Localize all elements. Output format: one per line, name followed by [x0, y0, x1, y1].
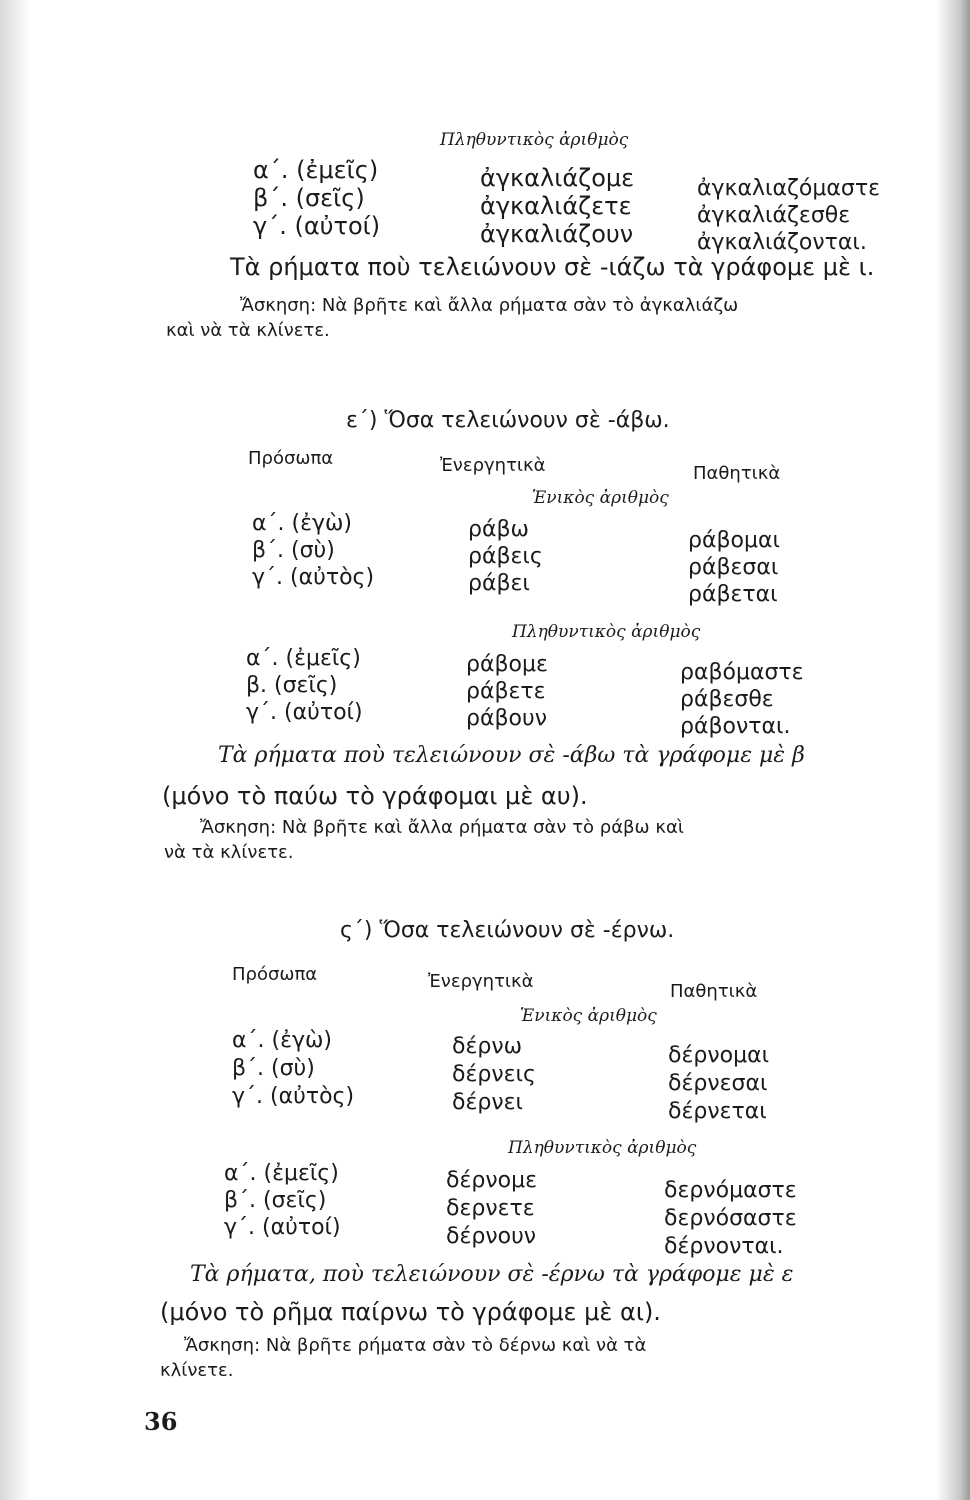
- section-title: ς΄) Ὅσα τελειώνουν σὲ -έρνω.: [340, 918, 675, 943]
- singular-heading: Ἑνικὸς ἀριθμὸς: [520, 1006, 657, 1026]
- passive-form: ράβεται: [688, 582, 778, 607]
- exercise-text: κλίνετε.: [160, 1360, 234, 1381]
- rule-text: (μόνο τὸ ρῆμα παίρνω τὸ γράφομε μὲ αι).: [160, 1298, 661, 1326]
- passive-form: δέρνεσαι: [668, 1071, 768, 1096]
- person-label: β΄. (σεῖς): [224, 1188, 327, 1213]
- column-header-persons: Πρόσωπα: [232, 964, 318, 985]
- person-label: α΄. (ἐγὼ): [252, 511, 352, 536]
- person-label: β. (σεῖς): [246, 673, 338, 698]
- person-label: α΄. (ἐμεῖς): [253, 156, 379, 184]
- passive-form: ἀγκαλιαζόμαστε: [697, 176, 880, 201]
- page-edge-shadow-right: [936, 0, 970, 1500]
- person-label: β΄. (σὺ): [252, 538, 335, 563]
- person-label: α΄. (ἐμεῖς): [224, 1161, 339, 1186]
- plural-heading: Πληθυντικὸς ἀριθμὸς: [508, 1138, 697, 1158]
- active-form: ἀγκαλιάζετε: [480, 192, 632, 220]
- column-header-active: Ἐνεργητικὰ: [440, 455, 546, 476]
- column-header-persons: Πρόσωπα: [248, 448, 334, 469]
- passive-form: δερνόσαστε: [664, 1206, 797, 1231]
- person-label: γ΄. (αὐτὸς): [252, 565, 375, 590]
- exercise-text: νὰ τὰ κλίνετε.: [164, 842, 294, 863]
- page-edge-shadow-left: [0, 0, 30, 1500]
- person-label: β΄. (σεῖς): [253, 184, 365, 212]
- passive-form: δέρνονται.: [664, 1234, 784, 1259]
- column-header-active: Ἐνεργητικὰ: [428, 971, 534, 992]
- plural-heading: Πληθυντικὸς ἀριθμὸς: [512, 622, 701, 642]
- passive-form: ραβόμαστε: [680, 660, 804, 685]
- passive-form: δέρνεται: [668, 1099, 767, 1124]
- active-form: δέρνεις: [452, 1062, 536, 1087]
- singular-heading: Ἑνικὸς ἀριθμὸς: [532, 488, 669, 508]
- passive-form: ράβεσαι: [688, 555, 779, 580]
- active-form: δερνετε: [446, 1196, 535, 1221]
- active-form: ἀγκαλιάζουν: [480, 220, 634, 248]
- rule-text: Τὰ ρήματα, ποὺ τελειώνουν σὲ -έρνω τὰ γράφομε μὲ ε: [190, 1262, 794, 1287]
- exercise-text: καὶ νὰ τὰ κλίνετε.: [166, 320, 330, 341]
- plural-heading: Πληθυντικὸς ἀριθμὸς: [440, 130, 629, 150]
- rule-text: Τὰ ρήματα ποὺ τελειώνουν σὲ -άβω τὰ γράφομε μὲ β: [218, 743, 805, 768]
- person-label: α΄. (ἐγὼ): [232, 1028, 332, 1053]
- exercise-text: Ἄσκηση: Νὰ βρῆτε ρήματα σὰν τὸ δέρνω καὶ νὰ τὰ: [184, 1335, 647, 1356]
- passive-form: ἀγκαλιάζεσθε: [697, 203, 851, 228]
- column-header-passive: Παθητικὰ: [693, 463, 781, 484]
- active-form: ἀγκαλιάζομε: [480, 164, 635, 192]
- person-label: γ΄. (αὐτοί): [224, 1215, 341, 1240]
- passive-form: ἀγκαλιάζονται.: [697, 230, 867, 255]
- active-form: ράβομε: [466, 652, 548, 677]
- active-form: ράβω: [468, 517, 529, 542]
- exercise-text: Ἄσκηση: Νὰ βρῆτε καὶ ἄλλα ρήματα σὰν τὸ ράβω καὶ: [200, 817, 684, 838]
- column-header-passive: Παθητικὰ: [670, 981, 758, 1002]
- active-form: δέρνομε: [446, 1168, 537, 1193]
- exercise-text: Ἄσκηση: Νὰ βρῆτε καὶ ἄλλα ρήματα σὰν τὸ ἀγκαλιάζω: [240, 295, 739, 316]
- rule-text: Τὰ ρήματα ποὺ τελειώνουν σὲ -ιάζω τὰ γράφομε μὲ ι.: [230, 253, 875, 281]
- rule-text: (μόνο τὸ παύω τὸ γράφομαι μὲ αυ).: [162, 782, 588, 810]
- active-form: ράβει: [468, 571, 530, 596]
- person-label: γ΄. (αὐτὸς): [232, 1084, 355, 1109]
- passive-form: δέρνομαι: [668, 1043, 770, 1068]
- person-label: β΄. (σὺ): [232, 1056, 315, 1081]
- passive-form: ράβεσθε: [680, 687, 774, 712]
- passive-form: δερνόμαστε: [664, 1178, 797, 1203]
- active-form: δέρνει: [452, 1090, 523, 1115]
- page-number: 36: [144, 1407, 178, 1436]
- active-form: δέρνω: [452, 1034, 523, 1059]
- active-form: δέρνουν: [446, 1224, 537, 1249]
- active-form: ράβουν: [466, 706, 547, 731]
- person-label: γ΄. (αὐτοί): [246, 700, 363, 725]
- person-label: α΄. (ἐμεῖς): [246, 646, 361, 671]
- active-form: ράβεις: [468, 544, 543, 569]
- active-form: ράβετε: [466, 679, 546, 704]
- passive-form: ράβομαι: [688, 528, 780, 553]
- person-label: γ΄. (αὐτοί): [253, 212, 381, 240]
- passive-form: ράβονται.: [680, 714, 791, 739]
- section-title: ε΄) Ὅσα τελειώνουν σὲ -άβω.: [346, 408, 670, 433]
